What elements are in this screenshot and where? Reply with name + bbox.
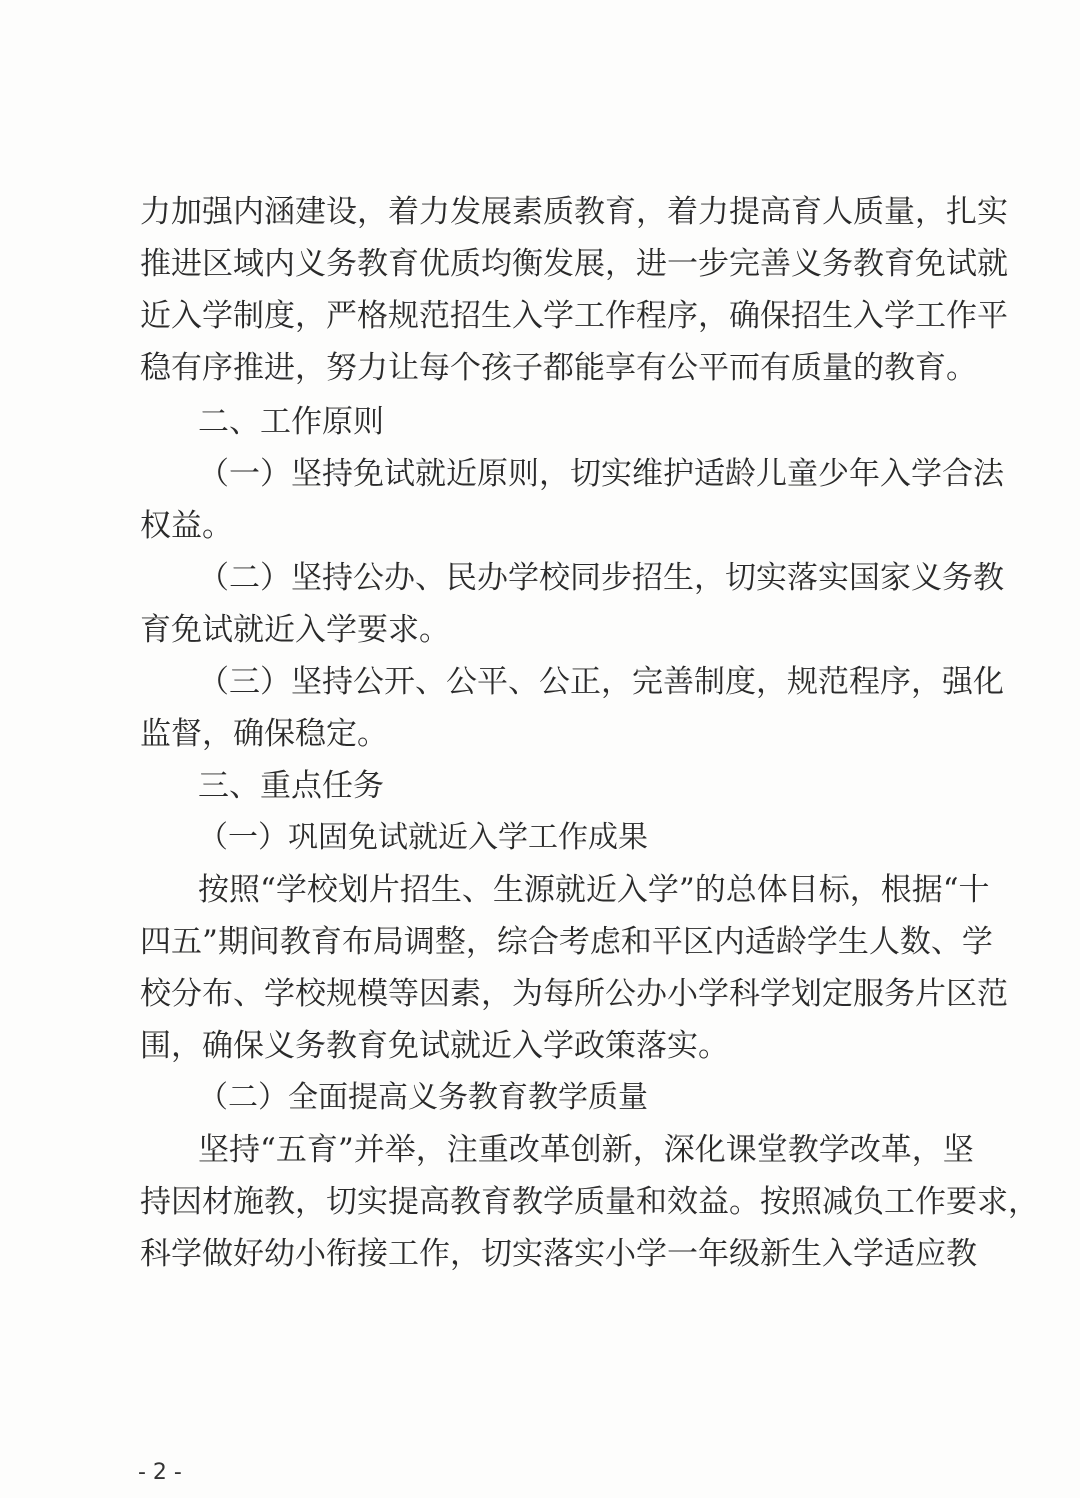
task-subheading-1: （一）巩固免试就近入学工作成果: [198, 820, 648, 855]
task-2-line: 持因材施教，切实提高教育教学质量和效益。按照减负工作要求，: [140, 1184, 1039, 1220]
task-2-line: 科学做好幼小衔接工作，切实落实小学一年级新生入学适应教: [140, 1236, 977, 1272]
body-line: 稳有序推进，努力让每个孩子都能享有公平而有质量的教育。: [140, 350, 977, 386]
task-1-line: 校分布、学校规模等因素，为每所公办小学科学划定服务片区范: [140, 976, 1008, 1012]
body-line: 力加强内涵建设，着力发展素质教育，着力提高育人质量，扎实: [140, 194, 1008, 230]
task-2-line: 坚持“五育”并举，注重改革创新，深化课堂教学改革，坚: [198, 1132, 974, 1168]
body-line: 近入学制度，严格规范招生入学工作程序，确保招生入学工作平: [140, 298, 1008, 334]
section-heading-tasks: 三、重点任务: [198, 768, 384, 804]
principle-item-2-cont: 育免试就近入学要求。: [140, 612, 450, 648]
principle-item-1: （一）坚持免试就近原则，切实维护适龄儿童少年入学合法: [198, 456, 1004, 492]
principle-item-1-cont: 权益。: [140, 508, 233, 544]
task-subheading-2: （二）全面提高义务教育教学质量: [198, 1080, 648, 1115]
page-number: - 2 -: [138, 1460, 182, 1485]
principle-item-2: （二）坚持公办、民办学校同步招生，切实落实国家义务教: [198, 560, 1004, 596]
task-1-line: 四五”期间教育布局调整，综合考虑和平区内适龄学生人数、学: [140, 924, 993, 960]
task-1-line: 围，确保义务教育免试就近入学政策落实。: [140, 1028, 729, 1064]
body-line: 推进区域内义务教育优质均衡发展，进一步完善义务教育免试就: [140, 246, 1008, 282]
section-heading-principles: 二、工作原则: [198, 404, 384, 440]
principle-item-3: （三）坚持公开、公平、公正，完善制度，规范程序，强化: [198, 664, 1004, 700]
task-1-line: 按照“学校划片招生、生源就近入学”的总体目标，根据“十: [198, 872, 990, 908]
principle-item-3-cont: 监督，确保稳定。: [140, 716, 388, 752]
